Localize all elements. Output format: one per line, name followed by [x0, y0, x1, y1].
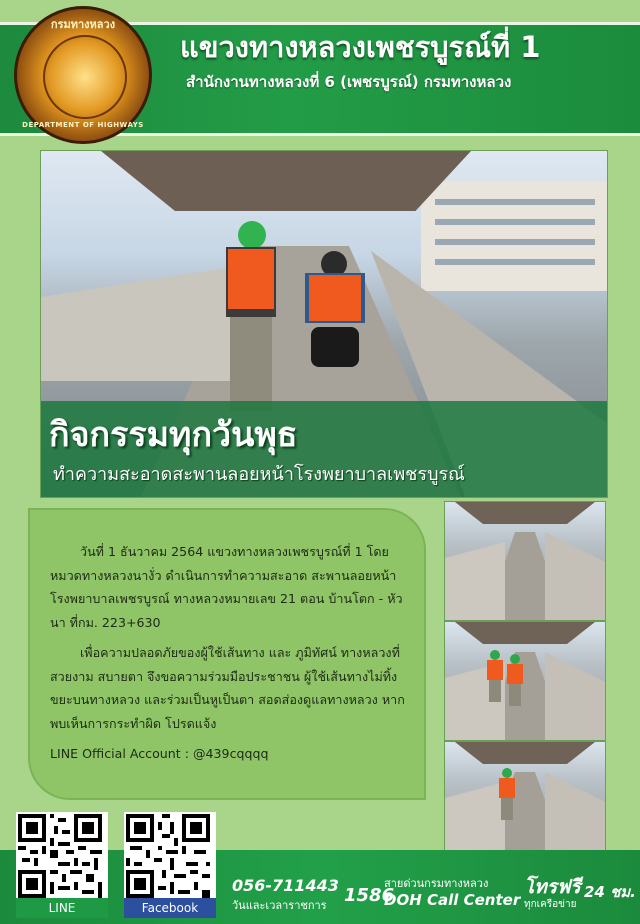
page-title: แขวงทางหลวงเพชรบูรณ์ที่ 1 — [180, 30, 541, 64]
main-photo-overpass-cleaning — [40, 150, 608, 498]
worker-with-bag — [299, 251, 371, 371]
free-call-label: โทรฟรี — [524, 876, 581, 898]
hotline-hours: 24 ชม. — [584, 883, 636, 901]
side-photo-workers — [444, 621, 606, 741]
hospital-building — [421, 181, 607, 291]
side-photo-sweeping — [444, 741, 606, 855]
logo-bottom-text: DEPARTMENT OF HIGHWAYS — [22, 121, 144, 129]
hotline-thai-label: สายด่วนกรมทางหลวง — [384, 877, 489, 890]
line-official-account: LINE Official Account : @439cqqqq — [50, 746, 269, 761]
line-qr-code[interactable] — [16, 812, 108, 904]
office-phone[interactable]: 056-711443 — [232, 876, 339, 895]
description-paragraph-2: เพื่อความปลอดภัยของผู้ใช้เส้นทาง และ ภูมิทัศน์ ทางหลวงที่สวยงาม สบายตา จึงขอความร่วมมือประชาชน ผู้ใช้เส้นทางไม่ทิ้งขยะบนทางหลวง และร่วมเป็นหูเป็นตา สอดส่องดูแลทางหลวง หากพบเห็นการกระทำผิด โปรดแจ้ง — [50, 645, 405, 731]
description-card — [28, 508, 426, 800]
hotline-number[interactable]: 1586 — [344, 885, 395, 906]
hotline-english-label: DOH Call Center — [384, 891, 521, 909]
activity-banner — [41, 401, 607, 497]
line-qr-label: LINE — [16, 898, 108, 918]
qr-icon — [18, 814, 102, 898]
logo-emblem — [43, 35, 127, 119]
overpass-roof — [101, 151, 471, 211]
facebook-qr-label: Facebook — [124, 898, 216, 918]
worker-with-broom — [216, 221, 286, 411]
department-of-highways-logo — [14, 6, 152, 144]
free-call-note: ทุกเครือข่าย — [524, 899, 577, 910]
facebook-qr-code[interactable] — [124, 812, 216, 904]
qr-icon — [126, 814, 210, 898]
side-photo-walkway — [444, 501, 606, 621]
activity-subtitle: ทำความสะอาดสะพานลอยหน้าโรงพยาบาลเพชรบูรณ์ — [53, 464, 465, 485]
activity-title: กิจกรรมทุกวันพุธ — [49, 415, 298, 455]
office-hours-note: วันและเวลาราชการ — [232, 899, 327, 912]
description-paragraph-1: วันที่ 1 ธันวาคม 2564 แขวงทางหลวงเพชรบูรณ์ที่ 1 โดยหมวดทางหลวงนางั่ว ดำเนินการทำความสะอาด สะพานลอยหน้าโรงพยาบาลเพชรบูรณ์ ทางหลวงหมายเลข 21 ตอน บ้านโตก - หัวนา ที่กม. 223+630 — [50, 544, 403, 630]
page-subtitle: สำนักงานทางหลวงที่ 6 (เพชรบูรณ์) กรมทางหลวง — [186, 73, 512, 91]
logo-top-text: กรมทางหลวง — [50, 18, 116, 31]
